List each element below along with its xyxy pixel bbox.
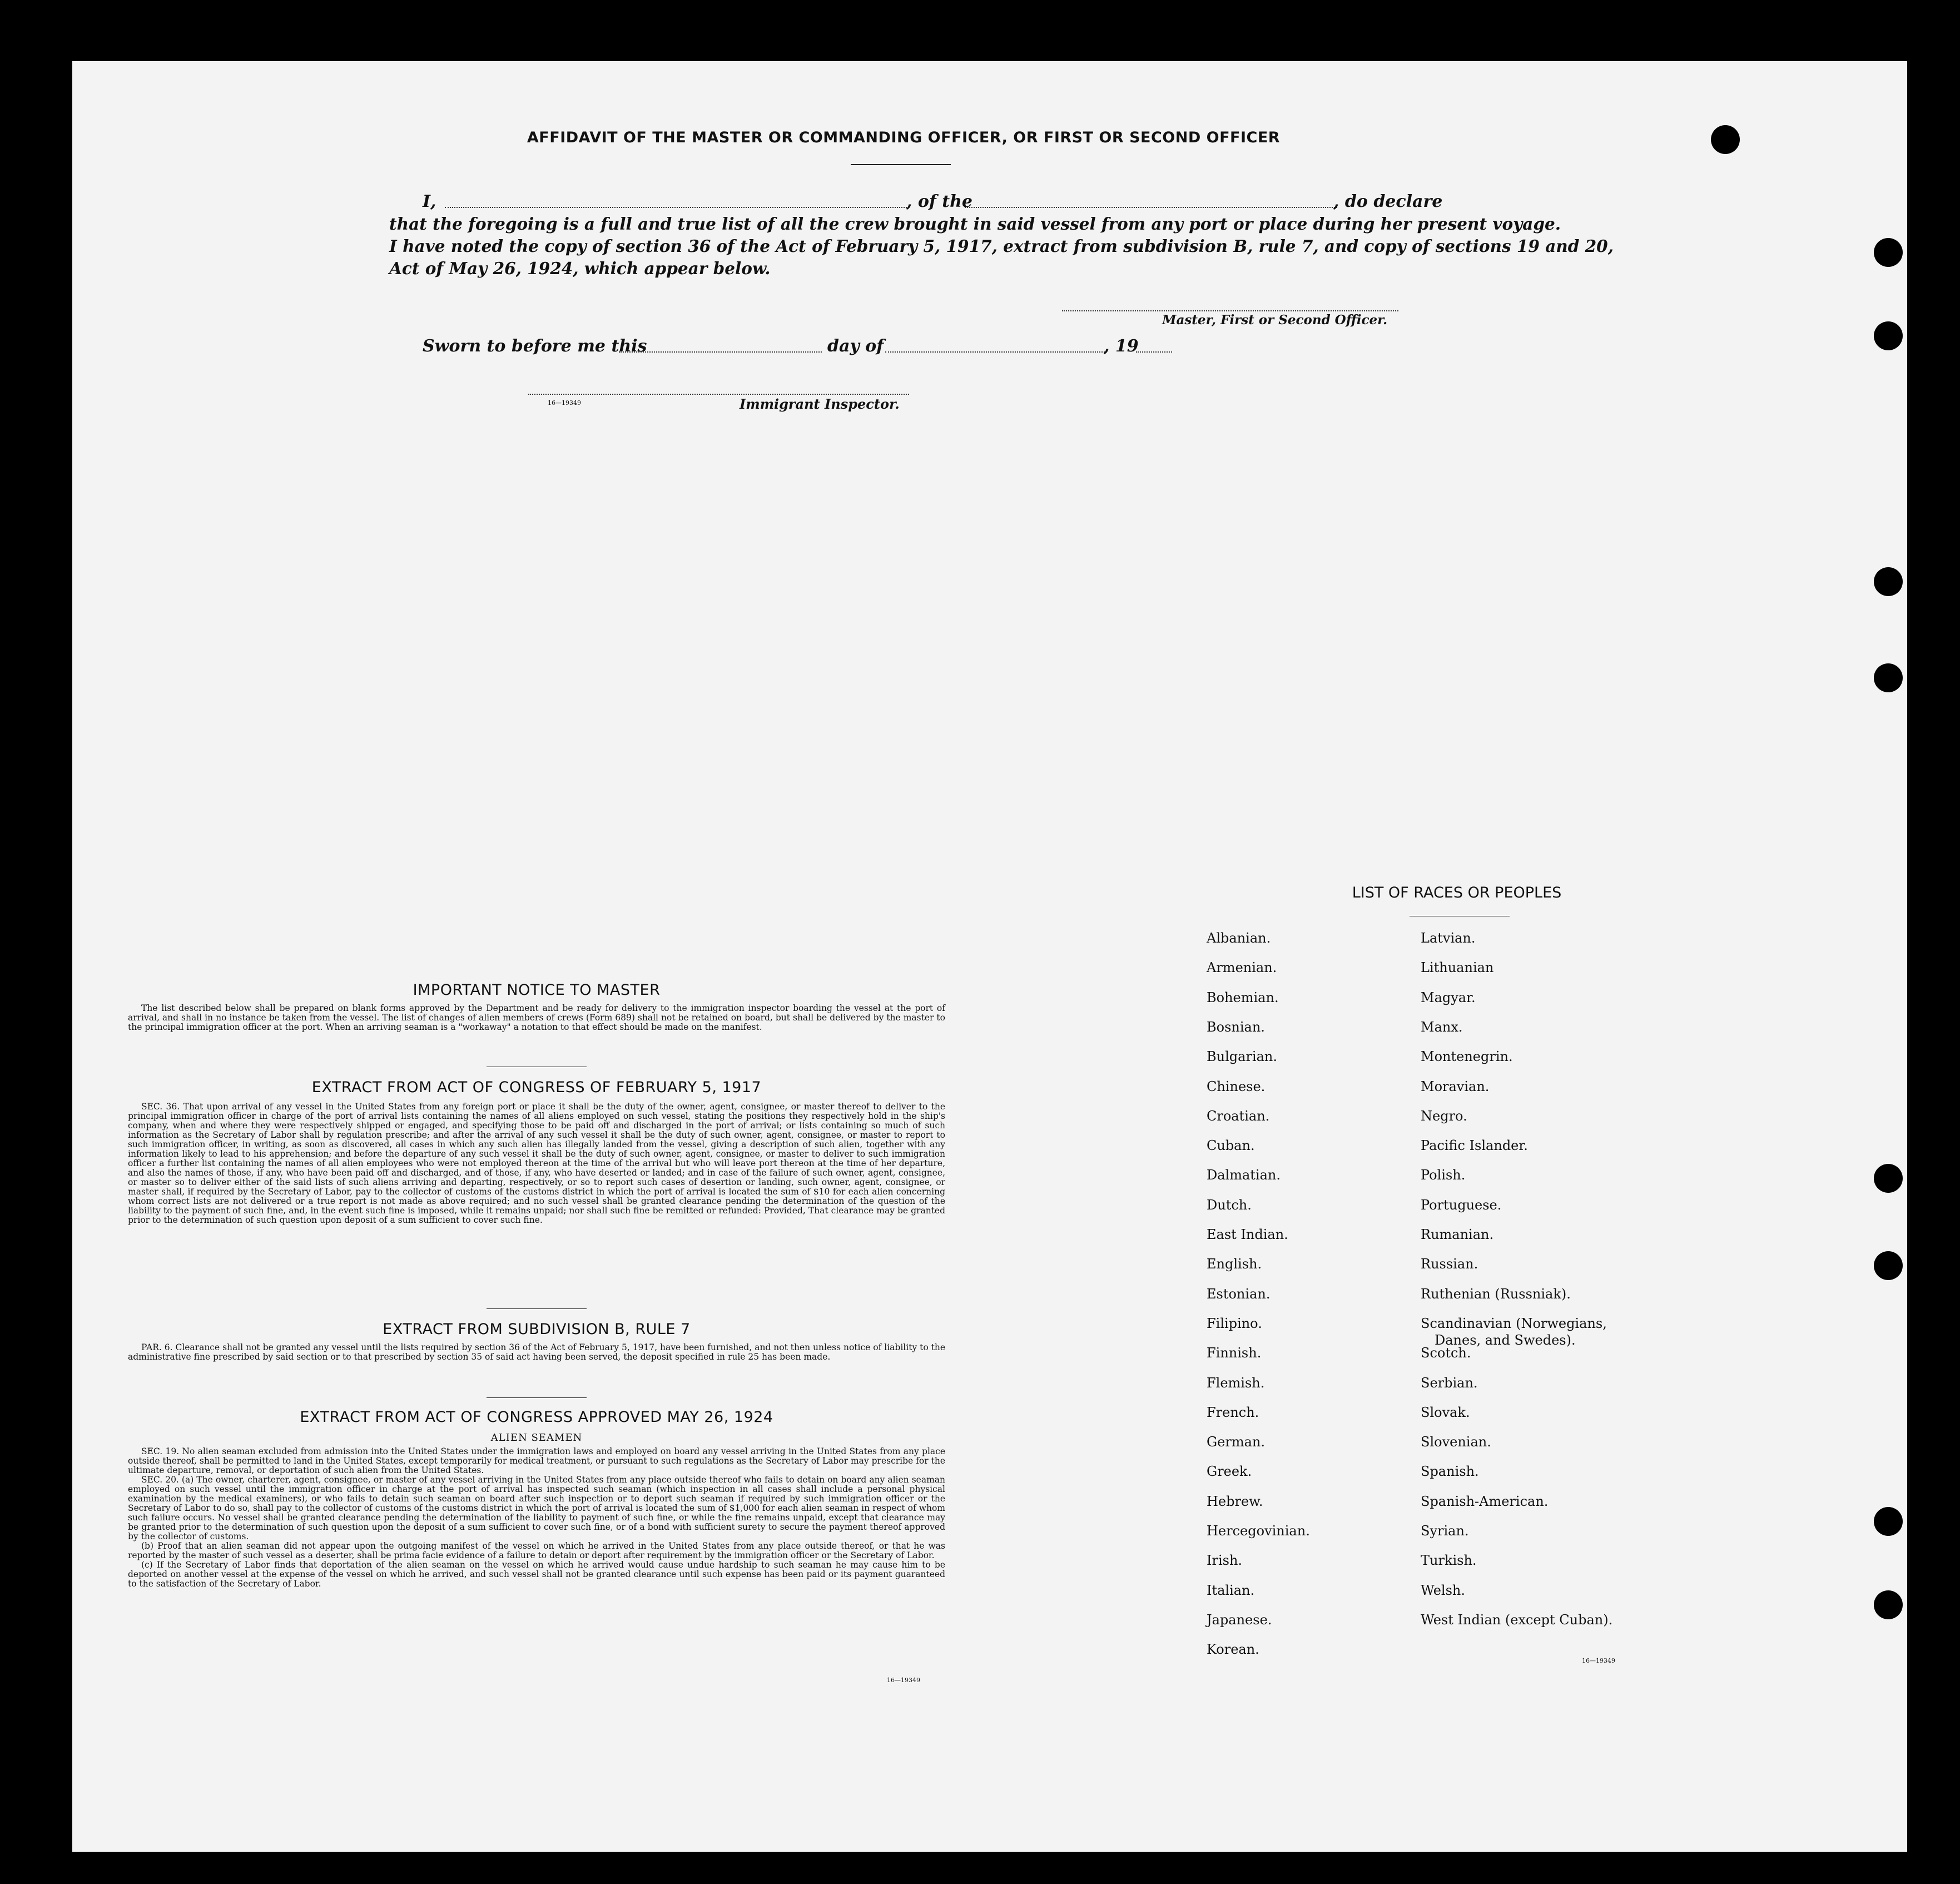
race-item: Lithuanian [1421,960,1494,976]
race-item: Hercegovinian. [1207,1523,1310,1539]
punch-hole [1874,1590,1903,1619]
year-label: , 19 [1104,336,1139,356]
race-item: Italian. [1207,1582,1255,1598]
race-item: Magyar. [1421,989,1476,1005]
race-item: Chinese. [1207,1078,1266,1094]
race-item: Latvian. [1421,930,1476,946]
race-item: Slovenian. [1421,1434,1491,1450]
race-item: Manx. [1421,1019,1463,1035]
notice-body: The list described below shall be prepared on blank forms approved by the Department and be ready for delivery to the immigration inspector boarding the vessel at the port of arrival, and shall in no instance be taken from the vessel. The list of changes of alien members of crews (Form 689) shall not be retained on board, but shall be delivered by the master to the principal immigration officer at the port. When an arriving seaman is a "workaway" a notation to that effect should be made on the manifest. [128,1003,945,1032]
race-item: Moravian. [1421,1078,1490,1094]
race-item: Bulgarian. [1207,1049,1277,1065]
punch-hole [1874,1507,1903,1536]
race-item: Spanish. [1421,1464,1479,1480]
race-item: Armenian. [1207,960,1277,976]
race-item: Scandinavian (Norwegians, [1421,1315,1607,1331]
document-page [72,61,1907,1852]
race-item: Greek. [1207,1464,1252,1480]
race-item: Hebrew. [1207,1493,1263,1509]
rule7-heading: EXTRACT FROM SUBDIVISION B, RULE 7 [383,1321,691,1338]
inspector-signature-line[interactable] [528,394,909,395]
punch-hole [1874,321,1903,350]
punch-hole [1874,238,1903,267]
inspector-label: Immigrant Inspector. [740,396,900,412]
race-item: Bohemian. [1207,989,1279,1005]
affidavit-title: AFFIDAVIT OF THE MASTER OR COMMANDING OFFICER, OR FIRST OR SECOND OFFICER [527,129,1281,146]
race-item: Syrian. [1421,1523,1469,1539]
race-item: Croatian. [1207,1108,1270,1124]
declaration-line-3: I have noted the copy of section 36 of the Act of February 5, 1917, extract from subdivision B, rule 7, and copy of sections 19 and 20, [389,236,1614,256]
race-item: Negro. [1421,1108,1467,1124]
punch-hole [1874,1251,1903,1280]
alien-seamen-subheading: ALIEN SEAMEN [490,1432,583,1444]
of-the-label: , of the [906,192,973,211]
sec19-text: SEC. 19. No alien seaman excluded from admission into the United States under the immigration laws and employed on board any vessel arriving in the United States from any place outside thereof, shall be permitted to land in the United States, except temporarily for medical treatment, or pursuant to such regulations as the Secretary of Labor may prescribe for the ultimate departure, removal, or deportation of such alien from the United States. [128,1446,945,1475]
race-item: Albanian. [1207,930,1271,946]
race-item: Slovak. [1421,1404,1470,1420]
sworn-year-blank[interactable] [1136,351,1172,353]
extract-1924-body [128,1447,945,1589]
form-number: 16—19349 [887,1677,920,1684]
signature-line[interactable] [1062,310,1398,311]
notice-heading: IMPORTANT NOTICE TO MASTER [413,981,661,999]
form-number: 16—19349 [548,399,581,406]
race-item: Danes, and Swedes). [1435,1332,1576,1348]
race-item: Spanish-American. [1421,1493,1549,1509]
race-item: Japanese. [1207,1612,1272,1628]
sec20c-text: (c) If the Secretary of Labor finds that deportation of the alien seaman on the vessel on which he arrived would cause undue hardship to such seaman he may cause him to be deported on another vessel at the expense of the vessel on which he arrived, and such vessel shall not be granted clearance until such expense has been paid or its payment guaranteed to the satisfaction of the Secretary of Labor. [128,1560,945,1589]
race-item: Scotch. [1421,1345,1471,1361]
race-item: Montenegrin. [1421,1049,1513,1065]
race-item: Filipino. [1207,1315,1262,1331]
section-divider [487,1397,587,1398]
extract-1924-heading: EXTRACT FROM ACT OF CONGRESS APPROVED MAY 26, 1924 [300,1409,773,1426]
punch-hole [1874,567,1903,596]
do-declare-label: , do declare [1333,192,1443,211]
race-item: French. [1207,1404,1259,1420]
punch-hole [1874,1164,1903,1193]
day-of-label: day of [827,336,884,356]
race-item: German. [1207,1434,1265,1450]
race-item: East Indian. [1207,1227,1288,1242]
race-item: Cuban. [1207,1138,1255,1154]
sec20a-text: SEC. 20. (a) The owner, charterer, agent, consignee, or master of any vessel arriving in the United States from any place outside thereof who fails to detain on board any alien seaman employed on such vessel until the immigration officer in charge at the port of arrival has inspected such seaman (which inspection in all cases shall include a personal physical examination by the medical examiners), or who fails to detain such seaman on board after such inspection or to deport such seaman if required by such immigration officer or the Secretary of Labor to do so, shall pay to the collector of customs of the customs district in which the port of arrival is located the sum of $1,000 for each alien seaman in respect of whom such failure occurs. No vessel shall be granted clearance pending the determination of the liability to payment of such fine, or while the fine remains unpaid, except that clearance may be granted prior to the determination of such question upon the deposit of a sum sufficient to cover such fine, or of a bond with sufficient surety to secure the payment thereof approved by the collector of customs. [128,1475,945,1541]
sec20b-text: (b) Proof that an alien seaman did not appear upon the outgoing manifest of the vessel on which he arrived in the United States from any place outside thereof, or that he was reported by the master of such vessel as a deserter, shall be prima facie evidence of a failure to detain or deport after requirement by the immigration officer or the Secretary of Labor. [128,1541,945,1560]
race-item: Turkish. [1421,1553,1477,1569]
race-item: Dalmatian. [1207,1167,1281,1183]
race-item: Welsh. [1421,1582,1465,1598]
extract-1917-heading: EXTRACT FROM ACT OF CONGRESS OF FEBRUARY 5, 1917 [311,1079,762,1096]
sworn-label: Sworn to before me this [423,336,647,356]
declaration-i: I, [423,192,436,211]
declaration-line-4: Act of May 26, 1924, which appear below. [389,259,771,278]
vessel-blank[interactable] [965,207,1337,208]
title-underline [851,164,951,165]
race-item: Polish. [1421,1167,1466,1183]
race-item: Korean. [1207,1642,1259,1658]
sworn-month-blank[interactable] [885,351,1105,353]
race-item: Flemish. [1207,1375,1265,1391]
extract-1917-body: SEC. 36. That upon arrival of any vessel in the United States from any foreign port or place it shall be the duty of the owner, agent, consignee, or master thereof to deliver to the principal immigration officer in charge of the port of arrival lists containing the names of all aliens employed on such vessel, stating the positions they respectively hold in the ship's company, when and where they were respectively shipped or engaged, and specifying those to be paid off and discharged in the port of arrival; or lists containing so much of such information as the Secretary of Labor shall by regulation prescribe; and after the arrival of any such vessel it shall be the duty of such owner, agent, consignee, or master to report to such immigration officer, in writing, as soon as discovered, all cases in which any such alien has illegally landed from the vessel, giving a description of such alien, together with any information likely to lead to his apprehension; and before the departure of any such vessel it shall be the duty of such owner, agent, consignee, or master to deliver to such immigration officer a further list containing the names of all alien employees who were not employed thereon at the time of the arrival but who will leave port thereon at the time of her departure, and also the names of those, if any, who have been paid off and discharged, and of those, if any, who have deserted or landed; and in case of the failure of such owner, agent, consignee, or master so to deliver either of the said lists of such aliens arriving and departing, respectively, or so to report such cases of desertion or landing, such owner, agent, consignee, or master shall, if required by the Secretary of Labor, pay to the collector of customs of the customs district in which the port of arrival is located the sum of $10 for each alien concerning whom correct lists are not delivered or a true report is not made as above required; and no such vessel shall be granted clearance pending the determination of the question of the liability to the payment of such fine, and, in the event such fine is imposed, while it remains unpaid; nor shall such fine be remitted or refunded: Provided, That clearance may be granted prior to the determination of such question upon deposit of a sum sufficient to cover such fine. [128,1102,945,1225]
signature-label: Master, First or Second Officer. [1162,313,1388,328]
race-item: Ruthenian (Russniak). [1421,1286,1571,1302]
race-item: Russian. [1421,1256,1478,1272]
race-item: Serbian. [1421,1375,1478,1391]
races-title: LIST OF RACES OR PEOPLES [1352,884,1562,901]
race-item: Dutch. [1207,1197,1252,1213]
race-item: Pacific Islander. [1421,1138,1528,1154]
race-item: Irish. [1207,1553,1243,1569]
name-blank[interactable] [445,207,909,208]
rule7-body: PAR. 6. Clearance shall not be granted any vessel until the lists required by section 36 of the Act of February 5, 1917, have been furnished, and not then unless notice of liability to the administrative fine prescribed by said section or to that prescribed by section 35 of said act having been served, the deposit specified in rule 25 has been made. [128,1342,945,1362]
race-item: Estonian. [1207,1286,1271,1302]
sworn-day-blank[interactable] [619,351,822,353]
form-number: 16—19349 [1582,1657,1615,1664]
race-item: Portuguese. [1421,1197,1502,1213]
race-item: West Indian (except Cuban). [1421,1612,1613,1628]
race-item: English. [1207,1256,1262,1272]
punch-hole [1874,663,1903,692]
race-item: Bosnian. [1207,1019,1265,1035]
declaration-line-2: that the foregoing is a full and true list of all the crew brought in said vessel from any port or place during her present voyage. [389,214,1561,234]
race-item: Finnish. [1207,1345,1262,1361]
race-item: Rumanian. [1421,1227,1494,1242]
section-divider [487,1308,587,1309]
